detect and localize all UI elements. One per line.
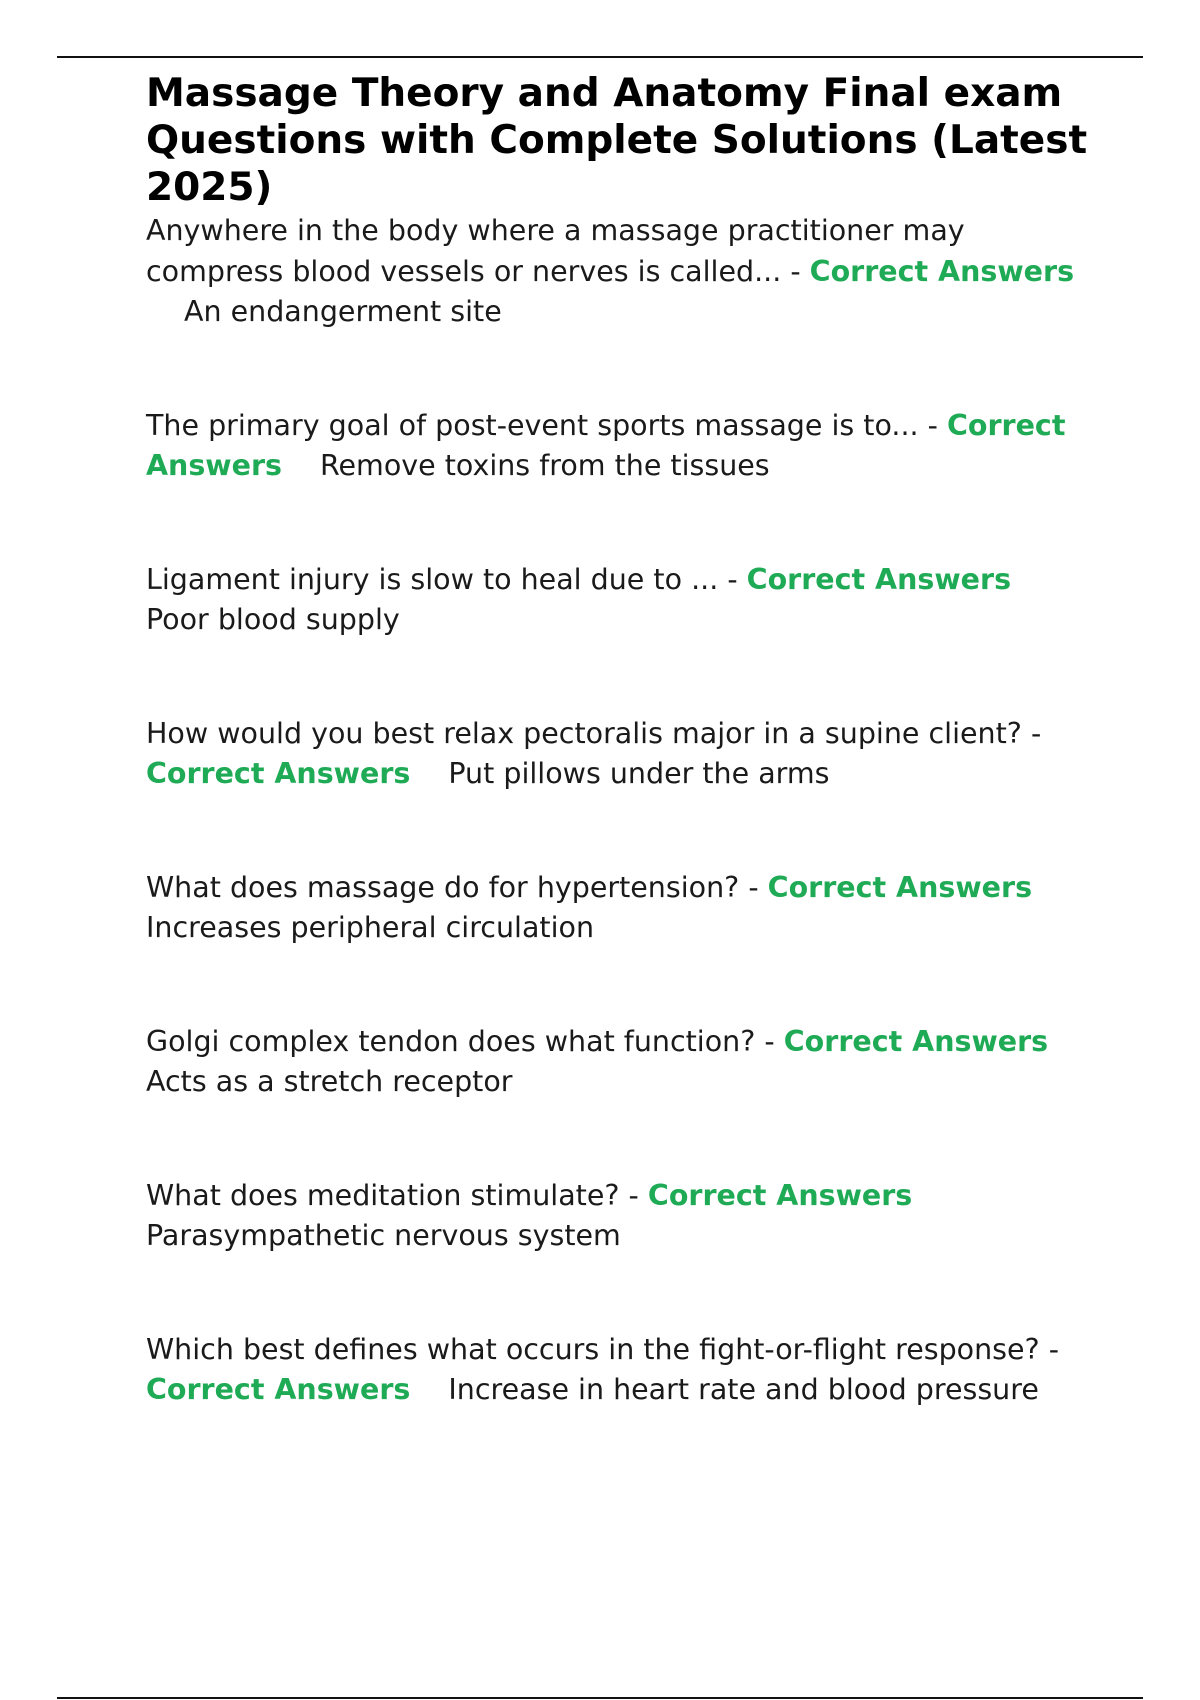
correct-answers-label: Correct Answers [783,1024,1049,1058]
question-text: Ligament injury is slow to heal due to ... - [146,562,738,596]
answer-text: Increase in heart rate and blood pressure [448,1373,1039,1406]
answer-text: Remove toxins from the tissues [320,449,770,482]
question-text: What does massage do for hypertension? - [146,870,759,904]
question-text: The primary goal of post-event sports massage is to... - [146,408,938,442]
answer-text: Put pillows under the arms [448,757,830,790]
correct-answers-label: Correct Answers [146,1373,411,1406]
document-body [146,70,1096,1411]
correct-answers-label: Correct Answers [146,757,411,790]
document-title: Massage Theory and Anatomy Final exam Questions with Complete Solutions (Latest 2025) [146,71,1088,210]
qa-item [146,560,1096,641]
answer-text: Parasympathetic nervous system [146,1219,621,1252]
answer-text: An endangerment site [184,295,502,328]
qa-item [146,1176,1096,1257]
qa-item [146,1330,1096,1411]
question-text: Golgi complex tendon does what function? - [146,1024,775,1058]
question-text: What does meditation stimulate? - [146,1178,639,1212]
top-rule [57,56,1143,58]
qa-item [146,868,1096,949]
qa-item [146,211,1096,333]
qa-item [146,714,1096,795]
qa-item [146,406,1096,487]
correct-answers-label: Correct Answers [146,408,1066,482]
qa-item [146,1022,1096,1103]
bottom-rule [57,1697,1143,1699]
correct-answers-label: Correct Answers [746,562,1012,596]
question-text: How would you best relax pectoralis major in a supine client? - [146,716,1042,750]
answer-text: Acts as a stretch receptor [146,1065,513,1098]
answer-text: Poor blood supply [146,603,400,636]
question-text: Anywhere in the body where a massage practitioner may compress blood vessels or nerves is called... - [146,214,965,288]
question-text: Which best defines what occurs in the fight-or-flight response? - [146,1332,1060,1366]
correct-answers-label: Correct Answers [809,254,1075,288]
correct-answers-label: Correct Answers [767,870,1033,904]
answer-text: Increases peripheral circulation [146,911,595,944]
correct-answers-label: Correct Answers [647,1178,913,1212]
